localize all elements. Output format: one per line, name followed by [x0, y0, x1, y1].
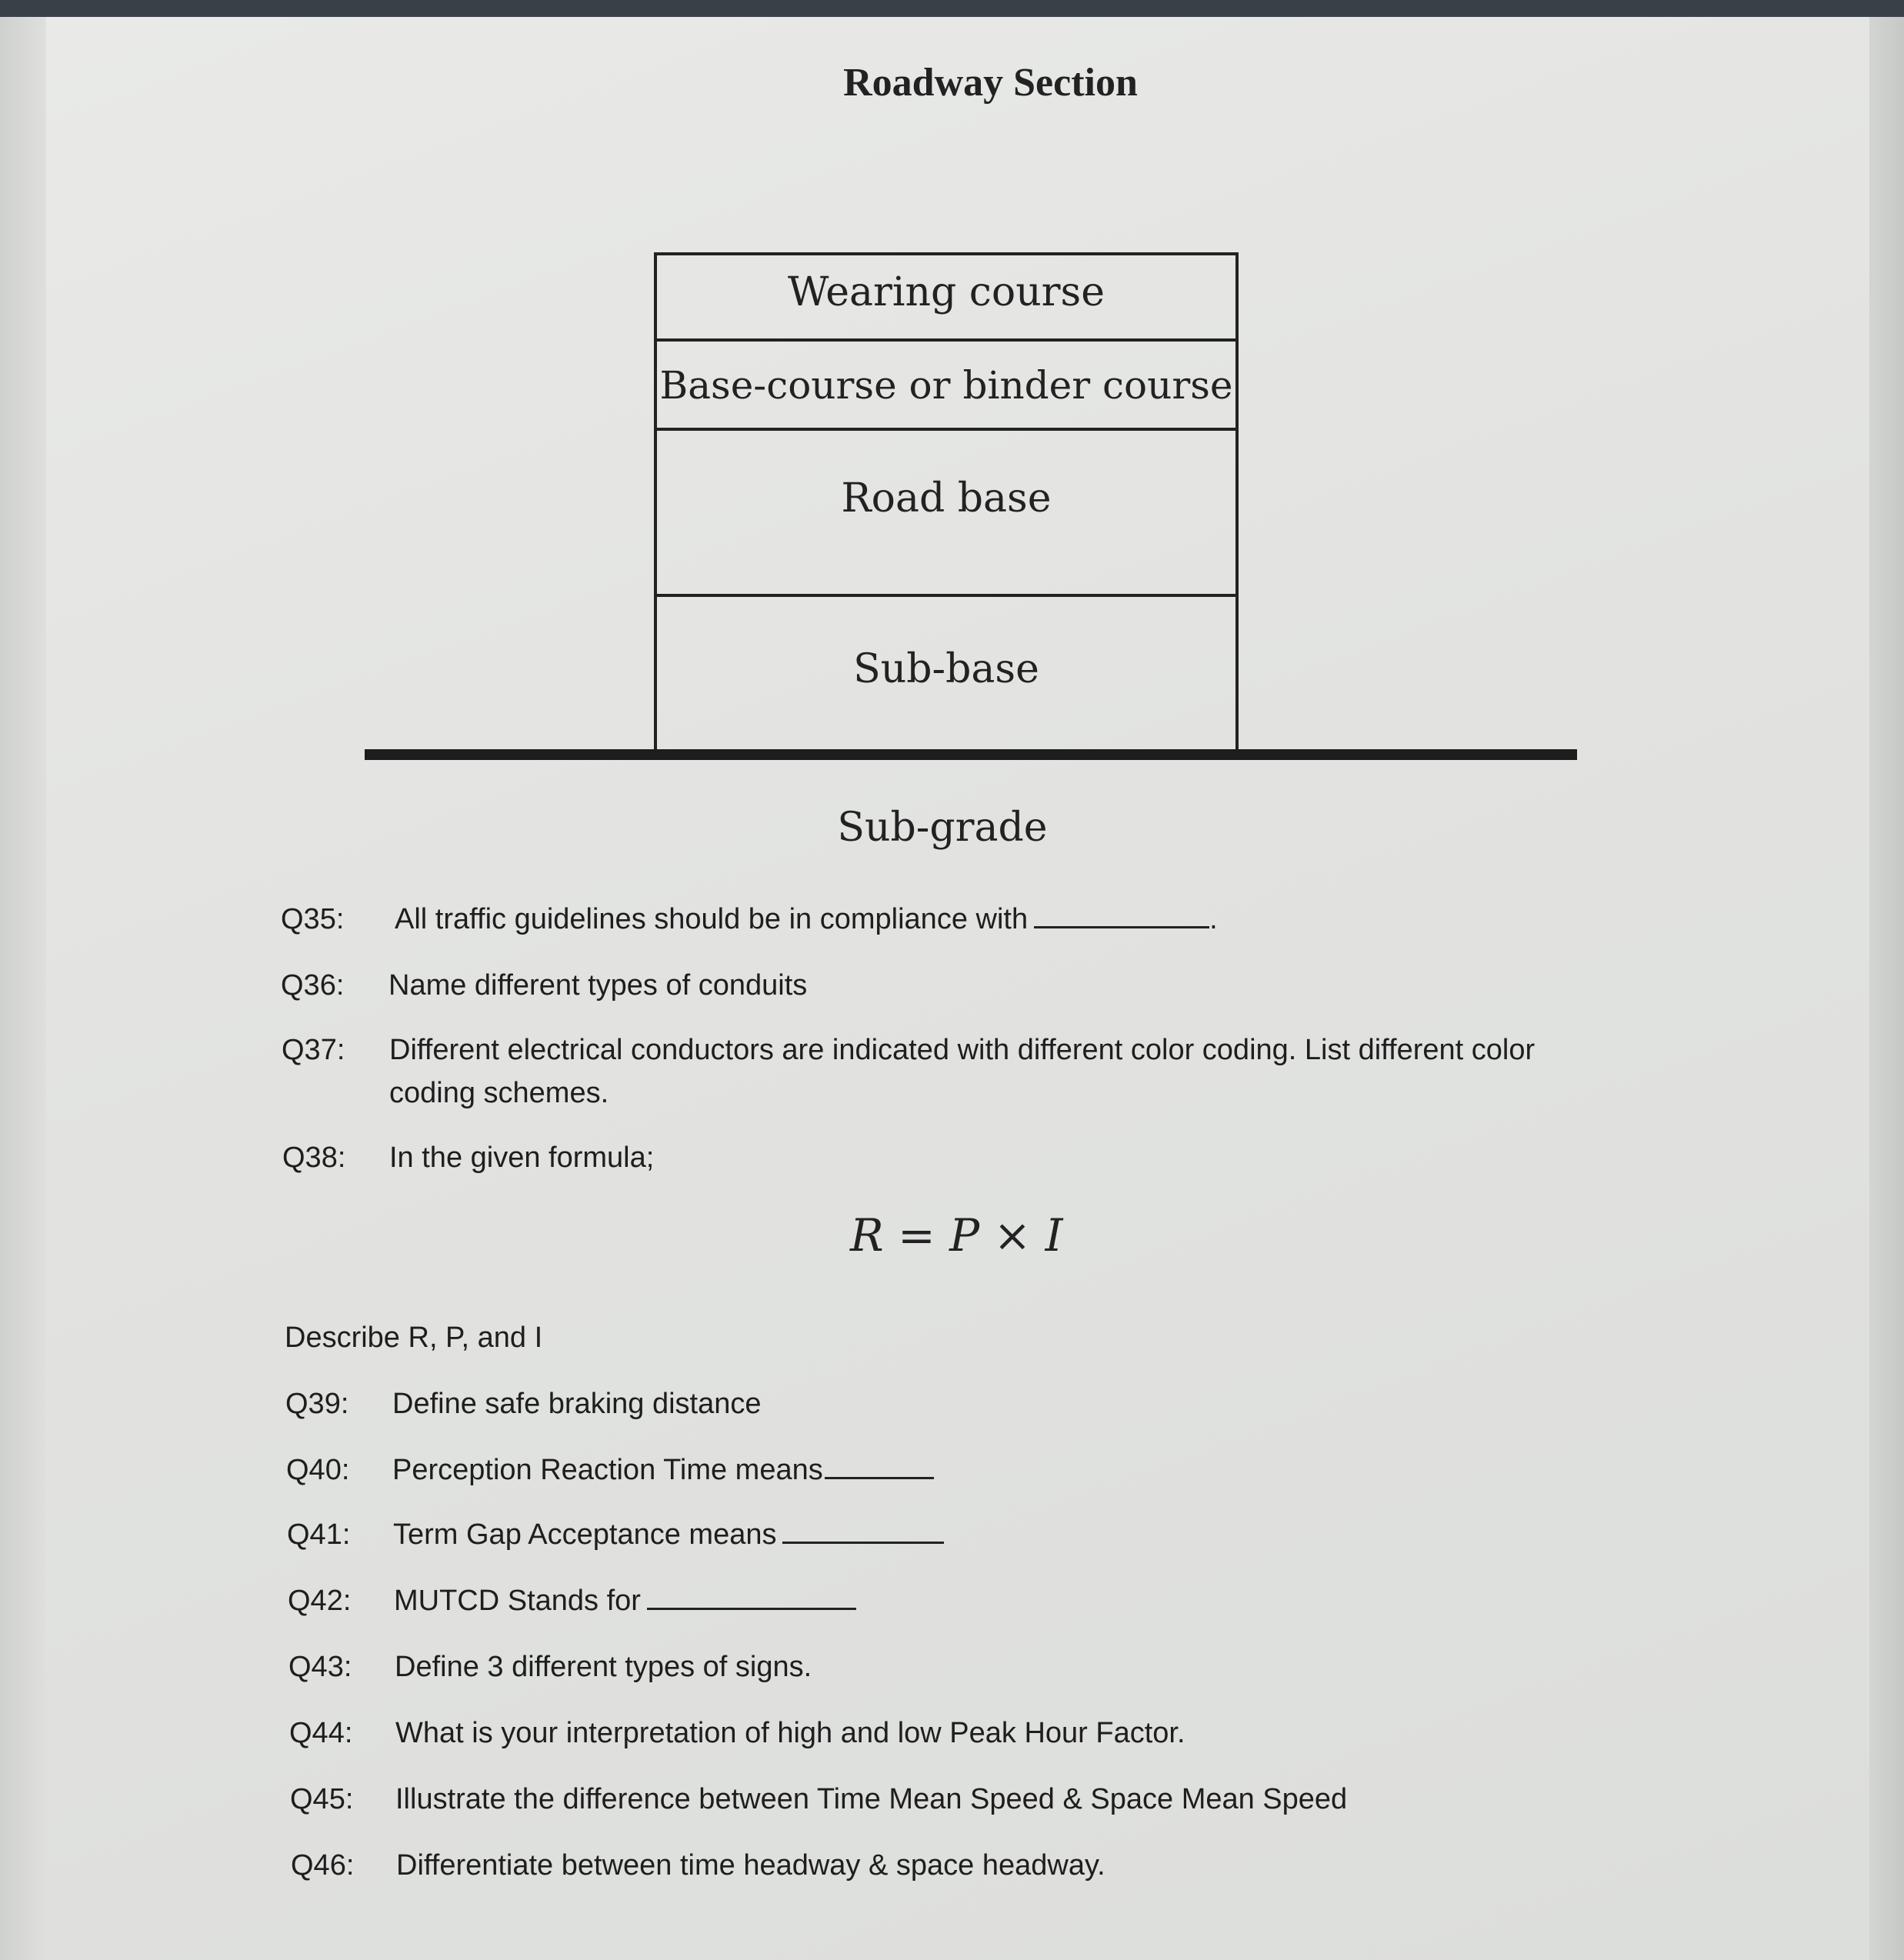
question-text: Define 3 different types of signs.: [395, 1651, 812, 1683]
question-text: Define safe braking distance: [392, 1388, 762, 1420]
roadway-layer-diagram: [654, 252, 1245, 754]
question-text-wrap: [392, 1454, 934, 1487]
question-number: Q38:: [282, 1142, 346, 1174]
question-text: MUTCD Stands for: [394, 1585, 641, 1617]
left-margin: [0, 17, 46, 1960]
subgrade-label: Sub-grade: [837, 805, 1048, 851]
question-number: Q42:: [288, 1585, 352, 1617]
layer-label: Road base: [841, 475, 1052, 522]
answer-blank: [1034, 903, 1209, 928]
question-text: What is your interpretation of high and low Peak Hour Factor.: [395, 1717, 1185, 1749]
document-title: Roadway Section: [843, 61, 1138, 105]
question-text-wrap: [393, 1518, 944, 1552]
question-number: Q45:: [290, 1783, 354, 1815]
top-bar: [0, 0, 1904, 17]
question-number: Q39:: [285, 1388, 349, 1420]
formula-instruction: Describe R, P, and I: [285, 1322, 543, 1354]
question-text: In the given formula;: [389, 1142, 655, 1174]
question-text: Perception Reaction Time means: [392, 1454, 823, 1486]
layer-label: Wearing course: [787, 269, 1105, 315]
layer-road-base: [654, 428, 1239, 597]
question-number: Q43:: [288, 1651, 352, 1683]
question-number: Q36:: [281, 969, 345, 1002]
question-number: Q37:: [282, 1034, 345, 1066]
layer-label: Base-course or binder course: [659, 363, 1233, 408]
layer-label: Sub-base: [853, 646, 1039, 692]
question-text-wrap: [395, 903, 1218, 936]
question-text-wrap: [394, 1585, 856, 1618]
answer-blank: [782, 1518, 944, 1544]
layer-base-course: [654, 338, 1239, 431]
question-text: Different electrical conductors are indicated with different color coding. List different color: [389, 1034, 1536, 1066]
question-text-continued: coding schemes.: [389, 1077, 609, 1109]
layer-sub-base: [654, 594, 1239, 754]
layer-wearing-course: [654, 252, 1239, 342]
answer-blank: [825, 1454, 934, 1479]
question-text: Name different types of conduits: [388, 969, 808, 1002]
question-number: Q46:: [291, 1849, 355, 1882]
answer-blank: [647, 1585, 856, 1610]
question-number: Q40:: [286, 1454, 350, 1486]
question-number: Q41:: [287, 1518, 351, 1551]
question-text: Differentiate between time headway & space headway.: [396, 1849, 1105, 1882]
subgrade-line: [365, 749, 1577, 760]
question-text: Term Gap Acceptance means: [393, 1518, 777, 1551]
question-text: Illustrate the difference between Time Mean Speed & Space Mean Speed: [395, 1783, 1348, 1815]
question-text: All traffic guidelines should be in compliance with: [395, 903, 1029, 935]
question-suffix: .: [1209, 903, 1218, 935]
right-margin: [1869, 17, 1904, 1960]
question-number: Q35:: [281, 903, 345, 935]
formula: R = P × I: [850, 1209, 1063, 1262]
question-number: Q44:: [289, 1717, 353, 1749]
